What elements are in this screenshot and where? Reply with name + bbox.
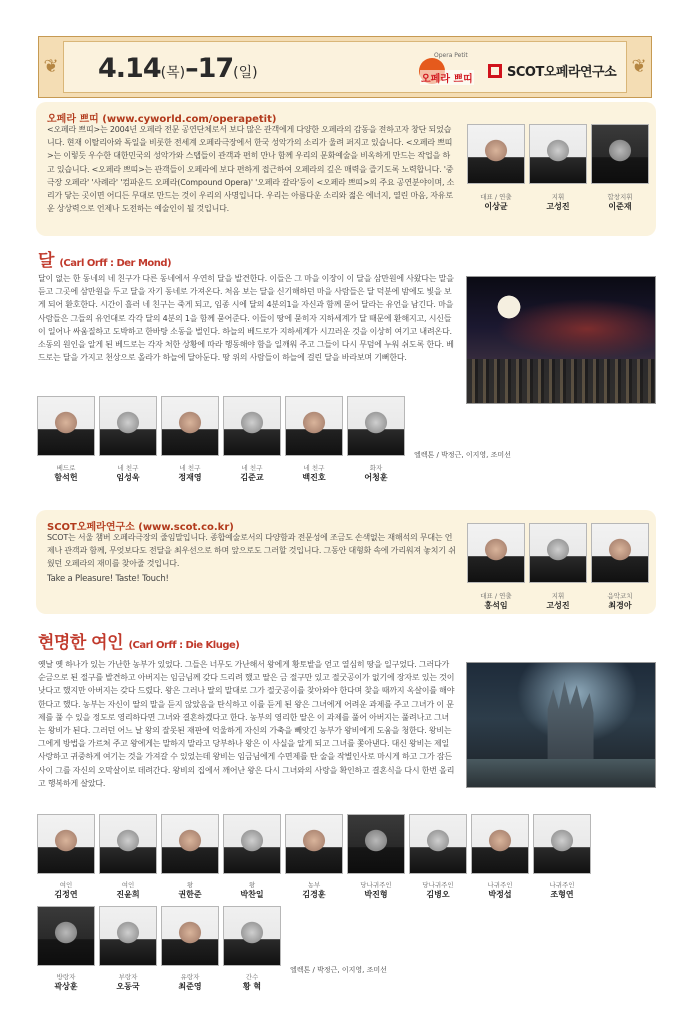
person-role: 유랑자 — [180, 973, 200, 981]
person-role: 당나귀주인 — [422, 881, 454, 889]
person-role: 네 친구 — [117, 464, 139, 472]
person-photo — [591, 124, 649, 184]
person-photo — [223, 906, 281, 966]
person-photo — [285, 814, 343, 874]
person-name: 홍석임 — [484, 601, 508, 610]
person-photo — [37, 396, 95, 456]
person-photo — [347, 396, 405, 456]
person-name: 임성욱 — [116, 473, 140, 482]
person-role: 여인 — [59, 881, 73, 889]
person-name: 곽상훈 — [54, 982, 78, 991]
person-name: 정재영 — [178, 473, 202, 482]
banner-inner — [63, 41, 627, 93]
scot-square-icon — [488, 64, 502, 78]
person-photo — [223, 396, 281, 456]
date-banner — [38, 36, 652, 98]
person-role: 네 친구 — [179, 464, 201, 472]
person-name: 박찬일 — [240, 890, 264, 899]
person-photo — [99, 814, 157, 874]
person-name: 오동국 — [116, 982, 140, 991]
scot-logo: SCOT오페라연구소 — [488, 61, 616, 80]
person-role: 당나귀주인 — [360, 881, 392, 889]
person-name: 이상균 — [484, 202, 508, 211]
opera-petit-title: 오페라 쁘띠 (www.cyworld.com/operapetit) — [47, 114, 277, 125]
person-name: 박정섭 — [488, 890, 512, 899]
person-photo — [409, 814, 467, 874]
ornament-icon: ❦ — [631, 56, 647, 77]
scot-title: SCOT오페라연구소 (www.scot.co.kr) — [47, 522, 234, 533]
person-photo — [467, 124, 525, 184]
person-role: 음악코치 — [607, 592, 633, 600]
person-role: 나귀주인 — [487, 881, 513, 889]
person-photo — [161, 814, 219, 874]
person-role: 지휘 — [551, 592, 565, 600]
person-photo — [99, 396, 157, 456]
person-role: 화자 — [369, 464, 383, 472]
person-name: 권한준 — [178, 890, 202, 899]
kluge-synopsis: 옛날 옛 하나가 있는 가난한 농부가 있었다. 그들은 너무도 가난해서 왕에게 황토밭을 얻고 열심히 땅을 일구었다. 그러다가 순금으로 된 절구를 발견하고 아버지는 임금님께 갖다 드리려 했고 딸은 금 절구만 있고 절굿공이가 없기에 장자로 있는 것이 낫다고 했지만 아버지는 갖다 드렸다. 왕은 그러나 딸의 말대로 그가 절굿공이를 찾아와야 한다며 찾을 때까지 옥살이를 해야 한다고 했다. 농부는 자신이 딸의 말을 듣지 않았음을 탄식하고 이를 듣게 된 왕은 그녀에게 어려운 과제를 주고 그녀가 이 문제를 풀 수 있을 정도로 영리하다면 그녀와 결혼하겠다고 한다. 농부의 영리한 딸은 이 과제를 풀어 아버지는 풀려나고 그녀는 왕비가 된다. 그러던 어느 날 왕의 잘못된 재판에 억울하게 자신의 가축을 빼앗긴 농부가 왕비에게 도움을 청한다. 왕비는 그에게 방법을 가르쳐 주고 왕에게는 말하지 말라고 당부하나 왕은 이 사실을 알게 되고 그녀를 쫓아낸다. 대신 왕비는 제일 사랑하고 귀중하게 여기는 것을 가져갈 수 있었는데 왕비는 임금님에게 수면제를 탄 술을 작별인사로 마시게 하고 그가 잠든 사이 그를 자신의 오막살이로 데려간다. 왕비의 집에서 깨어난 왕은 다시 그녀와의 사랑을 확인하고 결혼식을 다시 한번 올리고 행복하게 살았다. — [38, 660, 455, 788]
person-name: 박진형 — [364, 890, 388, 899]
moon-stage-photo — [466, 276, 656, 404]
person-name: 김정연 — [54, 890, 78, 899]
person-role: 베드로 — [56, 464, 76, 472]
person-name: 백진호 — [302, 473, 326, 482]
person-name: 김병오 — [426, 890, 450, 899]
person-name: 함석헌 — [54, 473, 78, 482]
person-photo — [99, 906, 157, 966]
person-photo — [591, 523, 649, 583]
person-photo — [529, 523, 587, 583]
person-role: 대표 / 연출 — [480, 193, 512, 201]
person-name: 조형연 — [550, 890, 574, 899]
moon-credits: 엘렉톤 / 박정근, 이지영, 조미선 — [414, 451, 511, 459]
opera-petit-logo: Opera Petit 오페라 쁘띠 — [421, 52, 473, 85]
person-role: 네 친구 — [241, 464, 263, 472]
person-role: 부랑자 — [118, 973, 138, 981]
person-photo — [533, 814, 591, 874]
person-photo — [37, 906, 95, 966]
person-photo — [161, 396, 219, 456]
scot-slogan: Take a Pleasure! Taste! Touch! — [47, 574, 169, 584]
kluge-title: 현명한 여인 (Carl Orff : Die Kluge) — [38, 633, 240, 653]
person-role: 대표 / 연출 — [480, 592, 512, 600]
kluge-stage-photo — [466, 662, 656, 788]
person-role: 방랑자 — [56, 973, 76, 981]
person-photo — [529, 124, 587, 184]
person-role: 지휘 — [551, 193, 565, 201]
person-role: 합창지휘 — [607, 193, 633, 201]
ornament-icon: ❦ — [43, 56, 59, 77]
performance-dates: 4.14(목)–17(일) — [98, 53, 258, 84]
person-name: 이준재 — [608, 202, 632, 211]
person-photo — [467, 523, 525, 583]
person-role: 왕 — [248, 881, 256, 889]
person-name: 고성진 — [546, 601, 570, 610]
person-photo — [223, 814, 281, 874]
person-name: 고성진 — [546, 202, 570, 211]
person-name: 최준영 — [178, 982, 202, 991]
person-photo — [161, 906, 219, 966]
person-photo — [471, 814, 529, 874]
person-role: 간수 — [245, 973, 259, 981]
person-name: 김준교 — [240, 473, 264, 482]
kluge-credits: 엘렉톤 / 박정근, 이지영, 조미선 — [290, 966, 387, 974]
person-role: 여인 — [121, 881, 135, 889]
person-role: 나귀주인 — [549, 881, 575, 889]
opera-petit-description: <오페라 쁘띠>는 2004년 오페라 전문 공연단체로서 보다 많은 관객에게 다양한 오페라의 감동을 전하고자 창단 되었습니다. 현재 이탈리아와 독일을 비롯한 전세계 오페라극장에서 한국 성악가의 소리가 울려 퍼지고 있습니다. <오페라 쁘띠>는 이렇듯 우수한 대한민국의 성악가와 스탭들이 관객과 편히 만나 함께 우리의 문화예술을 비옥하게 만드는 작업을 하고 있습니다. <오페라 쁘띠>는 관객들이 오페라에 보다 편하게 접근하여 오페라의 깊은 매력을 즐기도록 노력합니다. '중극장 오페라' '사례라' '컴파운드 오페라(Compound Opera)' '오페라 갈라'등이 <오페라 쁘띠>의 주요 공연분야이며, 소리가 닿는 곳이면 어디든 무대로 만드는 것이 우리의 사명입니다. 우리는 아름다운 소리와 젊은 에너지, 열린 마음, 자유로운 상상력으로 언제나 도전하는 예술인이 될 것입니다. — [47, 125, 455, 214]
person-role: 네 친구 — [303, 464, 325, 472]
person-role: 농부 — [307, 881, 321, 889]
person-role: 왕 — [186, 881, 194, 889]
moon-synopsis: 달이 없는 한 동네의 네 친구가 다른 동네에서 우연히 달을 발견한다. 이들은 그 마을 이장이 이 달을 삼만원에 사왔다는 말을 듣고 그곳에 삼만원을 두고 달을 자기 동네로 가져온다. 처음 보는 달을 신기해하던 마을 사람들은 달 덕분에 밤에도 빛을 보게 되어 환호한다. 시간이 흘러 네 친구는 죽게 되고, 임종 시에 달의 4분의1을 자신과 함께 묻어 달라는 유언을 남긴다. 마을 사람들은 그들의 유언대로 각각 달의 4분의 1을 함께 묻어준다. 이들이 땅에 묻히자 지하세계가 달 때문에 환해지고, 시신들이 일어나 싸움질하고 도박하고 한바탕 소동을 벌인다. 하늘의 베드로가 지하세계가 시끄러운 것을 이상히 여기고 내려온다. 소동의 원인을 알게 된 베드로는 각자 처한 상황에 따라 행동해야 함을 일깨워 주고 그들이 다시 무덤에 누워 쉬도록 한다. 베드로는 달을 가지고 천상으로 올라가 하늘에 달아둔다. 땅 위의 사람들이 하늘에 걸린 달을 바라보며 기뻐한다. — [38, 274, 454, 363]
person-name: 진윤희 — [116, 890, 140, 899]
person-name: 김경훈 — [302, 890, 326, 899]
person-name: 어청훈 — [364, 473, 388, 482]
scot-description: SCOT는 서울 챔버 오페라극장의 줄임말입니다. 종합예술로서의 다양함과 전문성에 조금도 손색없는 재해석의 무대는 언제나 관객과 함께, 무엇보다도 전달을 최우선으로 하며 앞으로도 그러할 것입니다. 그동안 대형화 속에 가리워져 놓치기 쉬웠던 오페라의 재미를 찾아줄 것입니다. — [47, 533, 456, 569]
person-photo — [285, 396, 343, 456]
moon-title: 달 (Carl Orff : Der Mond) — [38, 251, 172, 271]
person-name: 최경아 — [608, 601, 632, 610]
person-photo — [37, 814, 95, 874]
person-name: 황 혁 — [242, 982, 262, 991]
person-photo — [347, 814, 405, 874]
